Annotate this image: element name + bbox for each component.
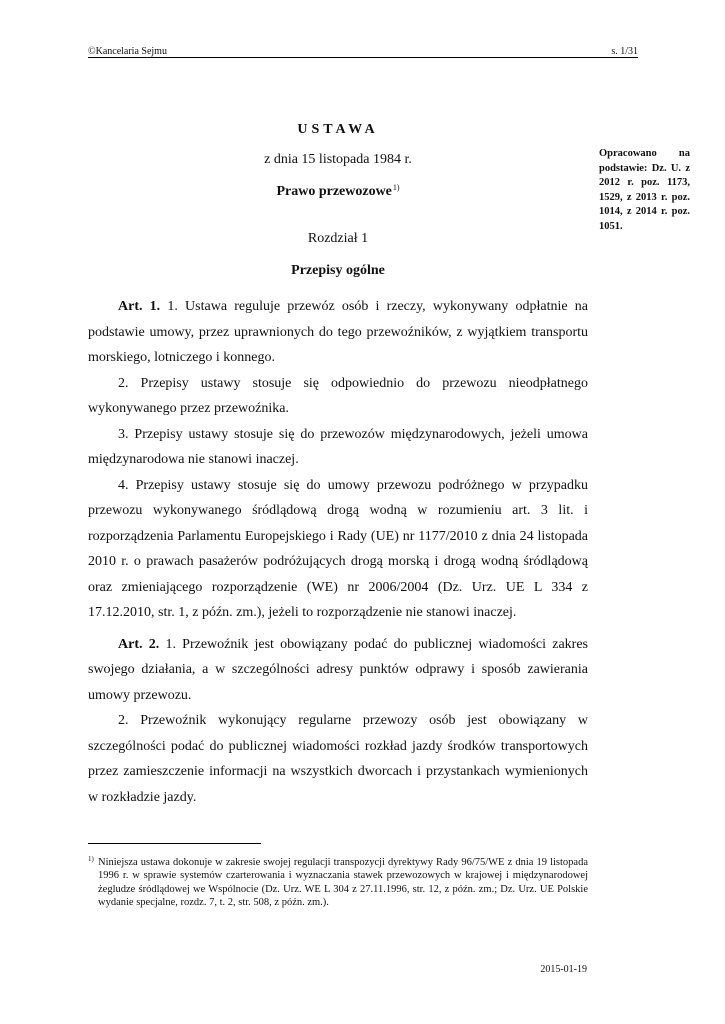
article-1-paragraph-2: 2. Przepisy ustawy stosuje się odpowiednio do przewozu nieodpłatnego wykonywanego przez przewoźnika. — [88, 375, 588, 416]
act-date: z dnia 15 listopada 1984 r. — [264, 152, 412, 167]
article-1-label: Art. 1. — [118, 299, 161, 314]
footer-date: 2015-01-19 — [540, 964, 587, 975]
chapter-number: Rozdział 1 — [307, 231, 369, 246]
article-2-label: Art. 2. — [118, 636, 160, 652]
footnote-1 — [88, 856, 588, 910]
article-1-paragraph-3: 3. Przepisy ustawy stosuje się do przewozów międzynarodowych, jeżeli umowa międzynarodowa nie stanowi inaczej. — [88, 426, 588, 467]
act-name — [88, 183, 588, 200]
article-1-paragraph-1-text: 1. Ustawa reguluje przewóz osób i rzeczy, wykonywany odpłatnie na podstawie umowy, przez uprawnionych do tego przewoźników, z wyjątkiem transportu morskiego, lotniczego i konnego. — [88, 299, 588, 365]
article-1-paragraph-4: 4. Przepisy ustawy stosuje się do umowy przewozu podróżnego w przypadku przewozu wykonywanego śródlądową drogą wodną w rozumieniu art. 3 lit. i rozporządzenia Parlamentu Europejskiego i Rady (UE) nr 1177/2010 z dnia 24 listopada 2010 r. o prawach pasażerów podróżujących drogą morską i drogą wodną śródlądową oraz zmieniającego rozporządzenie (WE) nr 2006/2004 (Dz. Urz. UE L 334 z 17.12.2010, str. 1, z późn. zm.), jeżeli to rozporządzenie nie stanowi inaczej. — [88, 477, 588, 620]
document-body — [88, 294, 588, 810]
header-rule — [88, 57, 638, 58]
act-name-text: Prawo przewozowe — [276, 184, 392, 199]
header-publisher: ©Kancelaria Sejmu — [88, 46, 167, 57]
header-page-number: s. 1/31 — [611, 46, 638, 57]
article-2-paragraph-1 — [88, 632, 588, 709]
footnote-mark: 1) — [88, 855, 94, 863]
act-name-footnote-ref[interactable]: 1) — [392, 183, 400, 192]
act-type-title: USTAWA — [297, 122, 379, 137]
article-2-paragraph-2: 2. Przewoźnik wykonujący regularne przewozy osób jest obowiązany w szczególności podać do publicznej wiadomości rozkład jazdy środków transportowych przez zamieszczenie informacji na wszystkich dworcach i przystankach wymienionych w rozkładzie jazdy. — [88, 713, 588, 805]
chapter-title: Przepisy ogólne — [291, 263, 385, 278]
article-1-paragraph-1 — [88, 294, 588, 371]
footnote-separator — [88, 843, 261, 844]
article-2-paragraph-1-text: 1. Przewoźnik jest obowiązany podać do publicznej wiadomości zakres swojego działania, a w szczególności adresy punktów odprawy i sposób zawierania umowy przewozu. — [88, 636, 588, 703]
footnote-text: Niniejsza ustawa dokonuje w zakresie swojej regulacji transpozycji dyrektywy Rady 96/75/WE z dnia 19 listopada 1996 r. w sprawie systemów czarterowania i wyznaczania stawek przewozowych w krajowej i międzynarodowej żegludze śródlądowej we Wspólnocie (Dz. Urz. WE L 304 z 27.11.1996, str. 12, z późn. zm.; Dz. Urz. UE Polskie wydanie specjalne, rozdz. 7, t. 2, str. 508, z późn. zm.). — [98, 857, 588, 909]
consolidation-note: Opracowano na podstawie: Dz. U. z 2012 r. poz. 1173, 1529, z 2013 r. poz. 1014, z 2014 r. poz. 1051. — [599, 148, 690, 232]
